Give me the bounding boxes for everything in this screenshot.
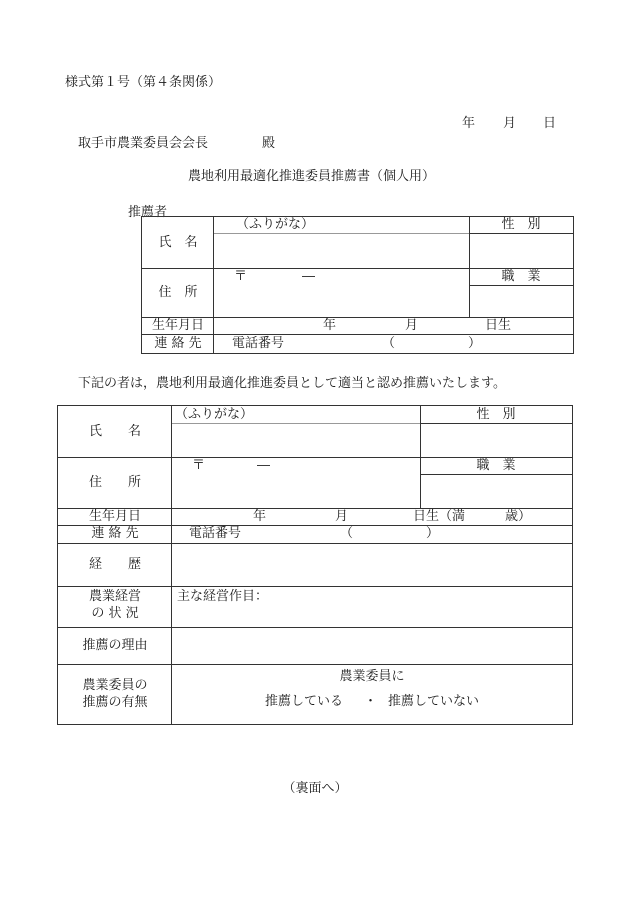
candidate-phone-label: 電話番号 — [189, 526, 242, 541]
recommender-address-label: 住 所 — [158, 285, 198, 300]
candidate-name-label: 氏 名 — [88, 424, 142, 439]
recommender-birth-year: 年 — [323, 318, 337, 333]
candidate-phone-paren-open: （ — [340, 526, 354, 541]
date-month-label: 月 — [503, 116, 517, 131]
recommender-name-label: 氏 名 — [158, 235, 198, 250]
recommender-gender-label: 性 別 — [501, 217, 541, 232]
candidate-committee-line-1: 農業委員に — [339, 669, 405, 684]
candidate-committee-label-2: 推薦の有無 — [82, 695, 148, 710]
candidate-furigana-label: （ふりがな） — [175, 407, 254, 422]
recommender-table — [141, 216, 574, 354]
recommender-birth-day: 日生 — [485, 318, 512, 333]
recommender-postal-mark: 〒 — [234, 269, 248, 284]
candidate-birth-day-age: 日生（満 — [413, 509, 466, 524]
addressee: 取手市農業委員会会長 — [78, 136, 209, 151]
continue-note: （裏面へ） — [282, 781, 348, 796]
candidate-farm-label-2: の 状 況 — [91, 606, 139, 621]
candidate-occupation-label: 職 業 — [476, 458, 516, 473]
honorific: 殿 — [262, 136, 276, 151]
recommender-birth-month: 月 — [405, 318, 419, 333]
recommender-phone-paren-close: ） — [468, 336, 482, 351]
date-year-label: 年 — [462, 116, 476, 131]
candidate-phone-paren-close: ） — [426, 526, 440, 541]
candidate-committee-label-1: 農業委員の — [82, 678, 148, 693]
candidate-birth-label: 生年月日 — [88, 509, 142, 524]
recommender-contact-label: 連 絡 先 — [154, 336, 202, 351]
candidate-career-label: 経 歴 — [88, 557, 142, 572]
candidate-farm-main-crop: 主な経営作目： — [177, 589, 269, 604]
candidate-committee-option-no[interactable]: 推薦していない — [388, 694, 480, 709]
candidate-reason-label: 推薦の理由 — [82, 638, 148, 653]
date-day-label: 日 — [543, 116, 557, 131]
recommender-phone-paren-open: （ — [382, 336, 396, 351]
candidate-postal-dash: ― — [257, 458, 270, 473]
recommender-furigana-label: （ふりがな） — [236, 217, 315, 232]
recommender-birth-label: 生年月日 — [151, 318, 205, 333]
recommender-occupation-label: 職 業 — [501, 269, 541, 284]
recommender-section-label: 推薦者 — [128, 205, 168, 220]
document-title: 農地利用最適化推進委員推薦書（個人用） — [188, 169, 436, 184]
recommender-phone-label: 電話番号 — [232, 336, 285, 351]
recommendation-statement: 下記の者は，農地利用最適化推進委員として適当と認め推薦いたします。 — [78, 376, 506, 391]
candidate-birth-year: 年 — [253, 509, 267, 524]
candidate-postal-mark: 〒 — [192, 458, 206, 473]
candidate-committee-separator: ・ — [364, 694, 378, 709]
candidate-contact-label: 連 絡 先 — [91, 526, 139, 541]
form-number: 様式第１号（第４条関係） — [65, 75, 222, 90]
candidate-farm-label-1: 農業経営 — [88, 589, 142, 604]
candidate-address-label: 住 所 — [88, 475, 142, 490]
candidate-table — [57, 405, 573, 725]
candidate-birth-month: 月 — [335, 509, 349, 524]
candidate-gender-label: 性 別 — [476, 407, 516, 422]
candidate-age-suffix: 歳） — [505, 509, 532, 524]
candidate-committee-option-yes[interactable]: 推薦している — [265, 694, 344, 709]
recommender-postal-dash: ― — [302, 269, 315, 284]
